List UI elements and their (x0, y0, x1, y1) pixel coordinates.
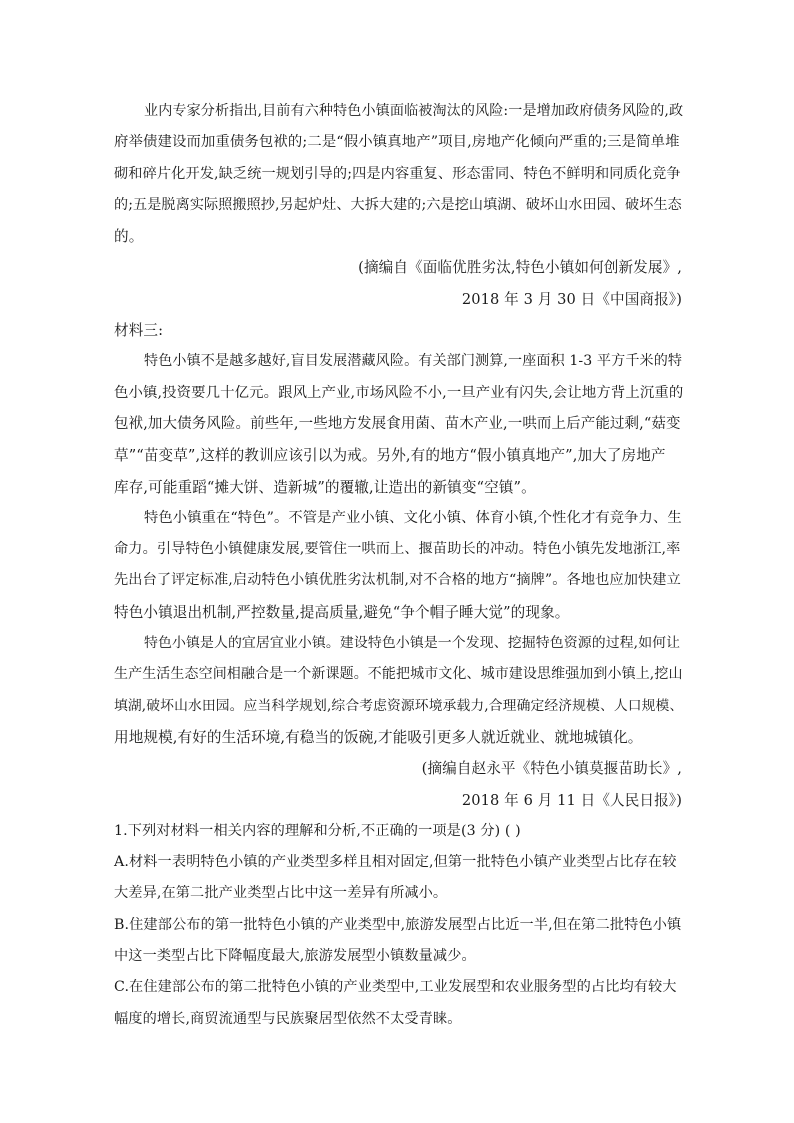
paragraph-line: 业内专家分析指出,目前有六种特色小镇面临被淘汰的风险:一是增加政府债务风险的,政 (144, 103, 684, 119)
source-citation: 2018 年 6 月 11 日《人民日报》) (461, 791, 682, 809)
paragraph-line: 府举债建设而加重债务包袱的;二是“假小镇真地产”项目,房地产化倾向严重的;三是简单堆 (114, 134, 680, 151)
paragraph-line: 特色小镇重在“特色”。不管是产业小镇、文化小镇、体育小镇,个性化才有竞争力、生 (144, 509, 682, 526)
source-citation: (摘编自《面临优胜劣汰,特色小镇如何创新发展》, (358, 259, 682, 277)
paragraph-line: 的。 (114, 228, 144, 246)
section-heading: 材料三: (114, 322, 164, 340)
option-b-continued: 中这一类型占比下降幅度最大,旅游发展型小镇数量减少。 (114, 948, 476, 965)
paragraph-line: 命力。引导特色小镇健康发展,要管住一哄而上、揠苗助长的冲动。特色小镇先发地浙江,率 (114, 541, 681, 558)
paragraph-line: 砌和碎片化开发,缺乏统一规划引导的;四是内容重复、形态雷同、特色不鲜明和同质化竞争 (114, 165, 681, 182)
paragraph-line: 填湖,破坏山水田园。应当科学规划,综合考虑资源环境承载力,合理确定经济规模、人口规模、 (114, 697, 684, 714)
paragraph-line: 生产生活生态空间相融合是一个新课题。不能把城市文化、城市建设思维强加到小镇上,挖山 (114, 666, 683, 683)
paragraph-line: 特色小镇退出机制,严控数量,提高质量,避免“争个帽子睡大觉”的现象。 (114, 603, 570, 621)
paragraph-line: 特色小镇是人的宜居宜业小镇。建设特色小镇是一个发现、挖掘特色资源的过程,如何让 (144, 635, 681, 652)
paragraph-line: 的;五是脱离实际照搬照抄,另起炉灶、大拆大建的;六是挖山填湖、破坏山水田园、破坏生态 (114, 196, 682, 213)
paragraph-line: 先出台了评定标准,启动特色小镇优胜劣汰机制,对不合格的地方“摘牌”。各地也应加快建立 (114, 572, 681, 589)
question-stem: 1.下列对材料一相关内容的理解和分析,不正确的一项是(3 分) ( ) (114, 822, 521, 839)
option-b: B.住建部公布的第一批特色小镇的产业类型中,旅游发展型占比近一半,但在第二批特色小镇 (114, 916, 682, 933)
document-page (114, 96, 682, 1035)
option-a-continued: 大差异,在第二批产业类型占比中这一差异有所减小。 (114, 885, 448, 902)
paragraph-line: 用地规模,有好的生活环境,有稳当的饭碗,才能吸引更多人就近就业、就地城镇化。 (114, 728, 643, 746)
option-a: A.材料一表明特色小镇的产业类型多样且相对固定,但第一批特色小镇产业类型占比存在较 (114, 854, 677, 871)
source-citation: 2018 年 3 月 30 日《中国商报》) (461, 290, 682, 308)
option-c: C.在住建部公布的第二批特色小镇的产业类型中,工业发展型和农业服务型的占比均有较大 (114, 979, 677, 996)
option-c-continued: 幅度的增长,商贸流通型与民族聚居型依然不太受青睐。 (114, 1010, 462, 1027)
paragraph-line: 草”“苗变草”,这样的教训应该引以为戒。另外,有的地方“假小镇真地产”,加大了房地产 (114, 447, 666, 465)
source-citation: (摘编自赵永平《特色小镇莫揠苗助长》, (421, 760, 682, 778)
paragraph-line: 库存,可能重蹈“摊大饼、造新城”的覆辙,让造出的新镇变“空镇”。 (114, 478, 536, 496)
paragraph-line: 色小镇,投资要几十亿元。跟风上产业,市场风险不小,一旦产业有闪失,会让地方背上沉重的 (114, 384, 684, 401)
paragraph-line: 特色小镇不是越多越好,盲目发展潜藏风险。有关部门测算,一座面积 1-3 平方千米的特 (144, 353, 683, 370)
paragraph-line: 包袱,加大债务风险。前些年,一些地方发展食用菌、苗木产业,一哄而上后产能过剩,“菇变 (114, 415, 681, 432)
